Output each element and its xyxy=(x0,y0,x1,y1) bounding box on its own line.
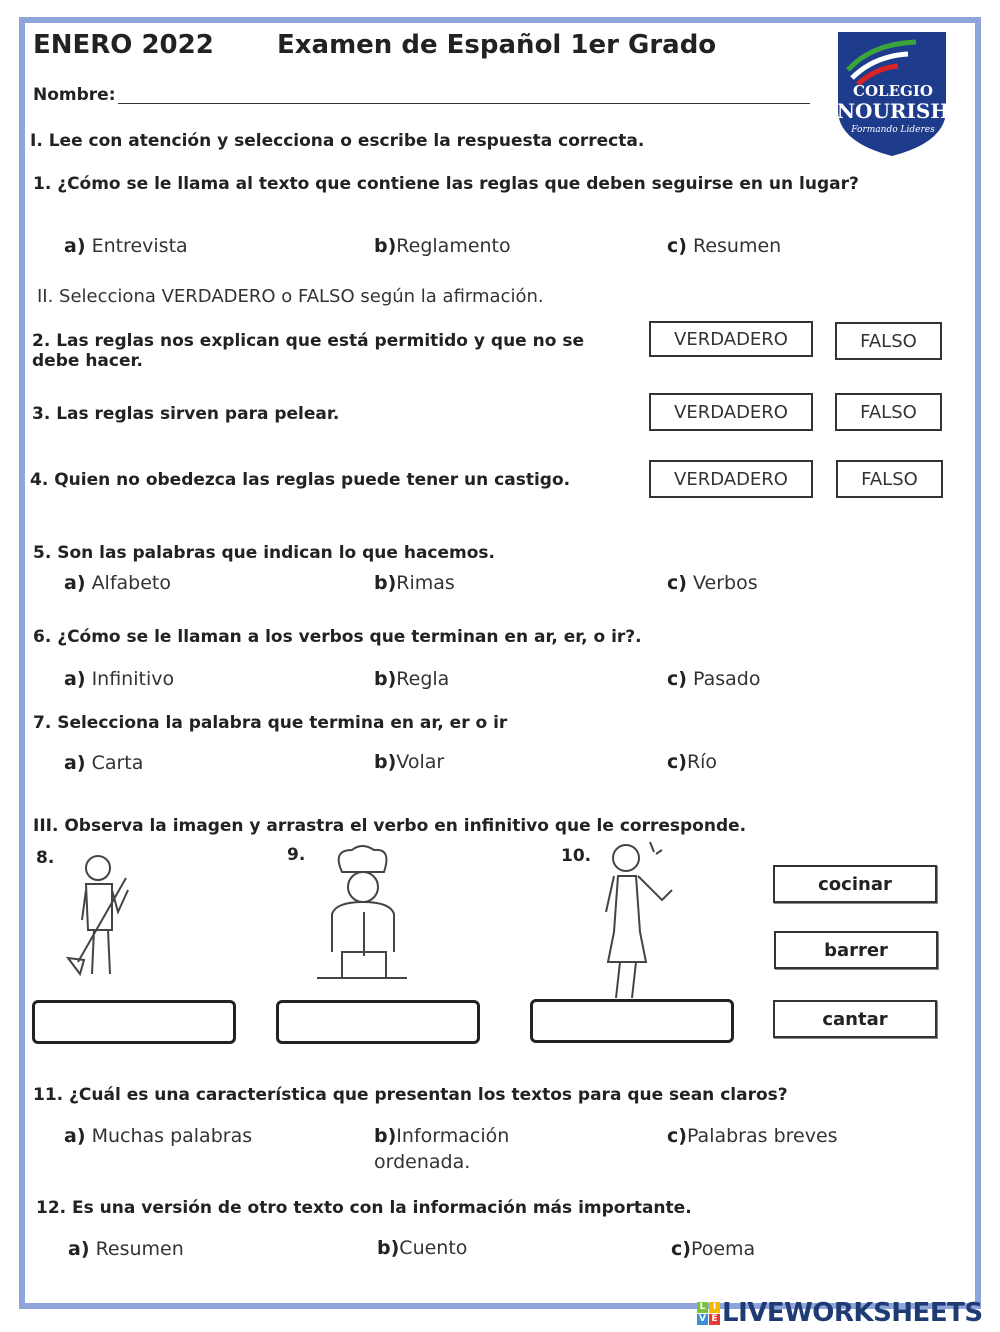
live-badge-icon: L I V E xyxy=(697,1302,720,1325)
q4-false-button[interactable]: FALSO xyxy=(836,460,943,498)
question-6: 6. ¿Cómo se le llaman a los verbos que terminan en ar, er, o ir?. xyxy=(33,627,642,647)
picture-10-number: 10. xyxy=(561,846,592,866)
q2-true-button[interactable]: VERDADERO xyxy=(649,321,813,357)
picture-9-number: 9. xyxy=(287,845,306,865)
q12-option-b[interactable]: b)Cuento xyxy=(377,1237,468,1259)
q1-option-b[interactable]: b)Reglamento xyxy=(374,235,511,257)
exam-title: Examen de Español 1er Grado xyxy=(277,30,717,60)
section-3-heading: III. Observa la imagen y arrastra el verbo en infinitivo que le corresponde. xyxy=(33,816,747,836)
svg-text:Formando Lideres: Formando Lideres xyxy=(851,125,935,135)
picture-8-number: 8. xyxy=(36,848,55,868)
question-3: 3. Las reglas sirven para pelear. xyxy=(32,404,340,424)
q6-option-b[interactable]: b)Regla xyxy=(374,668,450,690)
drop-box-10[interactable] xyxy=(530,999,734,1043)
page-border xyxy=(19,17,981,1309)
sweeping-boy-image xyxy=(38,850,148,984)
exam-date: ENERO 2022 xyxy=(33,30,214,60)
q5-option-c[interactable]: c) Verbos xyxy=(667,572,758,594)
question-2: 2. Las reglas nos explican que está permitido y que no se debe hacer. xyxy=(32,331,584,371)
q7-option-a[interactable]: a) Carta xyxy=(64,752,144,774)
svg-text:NOURISH: NOURISH xyxy=(836,99,948,123)
question-7: 7. Selecciona la palabra que termina en ar, er o ir xyxy=(33,713,508,733)
q6-option-a[interactable]: a) Infinitivo xyxy=(64,668,175,690)
q7-option-b[interactable]: b)Volar xyxy=(374,751,445,773)
q11-option-c[interactable]: c)Palabras breves xyxy=(667,1125,838,1147)
q2-false-button[interactable]: FALSO xyxy=(835,322,942,360)
q1-option-a[interactable]: a) Entrevista xyxy=(64,235,188,257)
liveworksheets-logo xyxy=(697,1298,983,1328)
question-11: 11. ¿Cuál es una característica que presentan los textos para que sean claros? xyxy=(33,1085,788,1105)
q1-option-c[interactable]: c) Resumen xyxy=(667,235,782,257)
cook-image xyxy=(312,842,412,986)
section-2-heading: II. Selecciona VERDADERO o FALSO según la afirmación. xyxy=(37,286,544,307)
q3-false-button[interactable]: FALSO xyxy=(835,393,942,431)
svg-text:COLEGIO: COLEGIO xyxy=(853,82,933,100)
q6-option-c[interactable]: c) Pasado xyxy=(667,668,761,690)
question-5: 5. Son las palabras que indican lo que hacemos. xyxy=(33,543,495,563)
q12-option-a[interactable]: a) Resumen xyxy=(68,1238,184,1260)
school-logo xyxy=(836,30,948,156)
name-label: Nombre: xyxy=(33,85,116,105)
q12-option-c[interactable]: c)Poema xyxy=(671,1238,756,1260)
section-1-heading: I. Lee con atención y selecciona o escribe la respuesta correcta. xyxy=(30,131,645,151)
question-12: 12. Es una versión de otro texto con la información más importante. xyxy=(36,1198,692,1218)
question-1: 1. ¿Cómo se le llama al texto que contiene las reglas que deben seguirse en un lugar? xyxy=(33,174,859,194)
q3-true-button[interactable]: VERDADERO xyxy=(649,393,813,431)
drop-box-9[interactable] xyxy=(276,1000,480,1044)
name-line xyxy=(118,103,810,104)
q4-true-button[interactable]: VERDADERO xyxy=(649,460,813,498)
q11-option-b[interactable]: b)Información ordenada. xyxy=(374,1125,510,1173)
liveworksheets-brand: LIVEWORKSHEETS xyxy=(722,1298,983,1328)
drag-word-barrer[interactable]: barrer xyxy=(774,931,938,969)
question-4: 4. Quien no obedezca las reglas puede tener un castigo. xyxy=(30,470,571,490)
singer-image xyxy=(592,832,692,1006)
q5-option-a[interactable]: a) Alfabeto xyxy=(64,572,171,594)
q11-option-a[interactable]: a) Muchas palabras xyxy=(64,1125,253,1147)
q5-option-b[interactable]: b)Rimas xyxy=(374,572,455,594)
drag-word-cocinar[interactable]: cocinar xyxy=(773,865,937,903)
drop-box-8[interactable] xyxy=(32,1000,236,1044)
q7-option-c[interactable]: c)Río xyxy=(667,751,718,773)
drag-word-cantar[interactable]: cantar xyxy=(773,1000,937,1038)
